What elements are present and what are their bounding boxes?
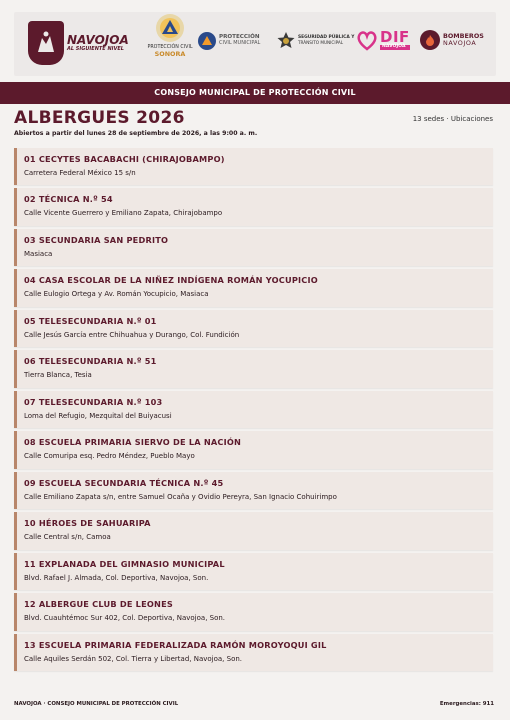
- navojoa-logo-tagline: AL SIGUIENTE NIVEL: [67, 45, 124, 52]
- shelter-card: [14, 391, 493, 428]
- police-badge-icon: [276, 31, 296, 51]
- page-title: ALBERGUES 2026: [14, 108, 185, 128]
- logo-bar: [14, 12, 496, 76]
- bomberos-line1: BOMBEROS: [443, 32, 484, 41]
- shelter-address: Calle Central s/n, Camoa: [24, 533, 111, 542]
- navojoa-logo: [28, 21, 129, 65]
- pc-municipal-emblem-icon: [198, 32, 216, 50]
- footer-emergency: Emergencias: 911: [439, 701, 494, 707]
- pc-municipal-logo: [198, 32, 260, 50]
- shelter-address: Calle Comuripa esq. Pedro Méndez, Pueblo Mayo: [24, 452, 195, 461]
- shelter-card: [14, 269, 493, 306]
- bomberos-line2: NAVOJOA: [443, 39, 477, 47]
- shelter-card: [14, 229, 493, 266]
- shelter-name: 02 TÉCNICA N.º 54: [24, 194, 113, 205]
- pc-sonora-line1: PROTECCIÓN CIVIL: [147, 45, 193, 50]
- shelter-name: 03 SECUNDARIA SAN PEDRITO: [24, 234, 169, 245]
- shelter-name: 08 ESCUELA PRIMARIA SIERVO DE LA NACIÓN: [24, 437, 242, 448]
- seguridad-line1: SEGURIDAD PÚBLICA Y: [298, 35, 355, 41]
- shelter-card: [14, 431, 493, 468]
- shelter-name: 04 CASA ESCOLAR DE LA NIÑEZ INDÍGENA ROMÁN YOCUPICIO: [24, 275, 318, 286]
- shelter-card: [14, 593, 493, 630]
- shelter-name: 09 ESCUELA SECUNDARIA TÉCNICA N.º 45: [24, 477, 224, 488]
- shelter-card: [14, 553, 493, 590]
- pc-municipal-line2: CIVIL MUNICIPAL: [219, 40, 261, 47]
- shelter-card: [14, 512, 493, 549]
- pc-sonora-line2: SONORA: [154, 50, 186, 58]
- opening-notice: Abiertos a partir del lunes 28 de septiembre de 2026, a las 9:00 a. m.: [14, 130, 258, 137]
- shelter-name: 10 HÉROES DE SAHUARIPA: [24, 518, 151, 529]
- dif-family-icon: [355, 28, 379, 52]
- footer-org: NAVOJOA · CONSEJO MUNICIPAL DE PROTECCIÓN CIVIL: [14, 701, 179, 707]
- shelter-name: 06 TELESECUNDARIA N.º 51: [24, 356, 157, 367]
- shelter-name: 05 TELESECUNDARIA N.º 01: [24, 315, 157, 326]
- shelter-name: 12 ALBERGUE CLUB DE LEONES: [24, 599, 173, 610]
- shelter-address: Blvd. Cuauhtémoc Sur 402, Col. Deportiva, Navojoa, Son.: [24, 614, 226, 623]
- navojoa-logo-name: NAVOJOA: [67, 33, 129, 48]
- shelter-card: [14, 472, 493, 509]
- shelter-name: 13 ESCUELA PRIMARIA FEDERALIZADA RAMÓN MOROYOQUI GIL: [24, 639, 327, 650]
- pc-sonora-emblem-icon: [156, 14, 184, 42]
- seguridad-line2: TRÁNSITO MUNICIPAL: [298, 40, 344, 46]
- navojoa-crest-icon: [28, 21, 64, 65]
- sites-count: 13 sedes · Ubicaciones: [412, 115, 493, 123]
- dif-logo-sub: NAVOJOA: [380, 45, 410, 50]
- shelter-address: Calle Aquiles Serdán 502, Col. Tierra y Libertad, Navojoa, Son.: [24, 654, 243, 663]
- shelter-name: 01 CECYTES BACABACHI (CHIRAJOBAMPO): [24, 154, 225, 164]
- bomberos-logo: [420, 30, 484, 50]
- dif-logo-name: DIF: [380, 27, 410, 46]
- shelter-card: [14, 148, 493, 185]
- council-banner: CONSEJO MUNICIPAL DE PROTECCIÓN CIVIL: [0, 82, 510, 104]
- shelter-address: Calle Emiliano Zapata s/n, entre Samuel Ocaña y Ovidio Pereyra, San Ignacio Cohuirimpo: [24, 492, 337, 501]
- shelter-address: Calle Jesús García entre Chihuahua y Durango, Col. Fundición: [24, 330, 240, 339]
- seguridad-logo: [276, 31, 354, 51]
- dif-logo: [355, 28, 410, 52]
- pc-municipal-line1: PROTECCIÓN: [219, 34, 260, 41]
- pc-sonora-logo: [146, 14, 194, 58]
- shelter-address: Tierra Blanca, Tesia: [24, 371, 92, 380]
- shelter-card: [14, 350, 493, 387]
- shelter-address: Calle Eulogio Ortega y Av. Román Yocupicio, Masiaca: [24, 290, 209, 299]
- shelter-card: [14, 310, 493, 347]
- shelter-address: Carretera Federal México 15 s/n: [24, 169, 136, 177]
- shelter-address: Calle Vicente Guerrero y Emiliano Zapata, Chirajobampo: [24, 209, 223, 218]
- shelter-address: Loma del Refugio, Mezquital del Buiyacusi: [24, 411, 172, 420]
- shelter-name: 07 TELESECUNDARIA N.º 103: [24, 396, 163, 407]
- shelter-address: Blvd. Rafael J. Almada, Col. Deportiva, Navojoa, Son.: [24, 573, 209, 582]
- shelter-address: Masiaca: [24, 249, 53, 258]
- bomberos-emblem-icon: [420, 30, 440, 50]
- shelter-name: 11 EXPLANADA DEL GIMNASIO MUNICIPAL: [24, 558, 225, 569]
- shelter-card: [14, 188, 493, 225]
- shelter-card: [14, 634, 493, 671]
- shelter-list: [14, 148, 493, 674]
